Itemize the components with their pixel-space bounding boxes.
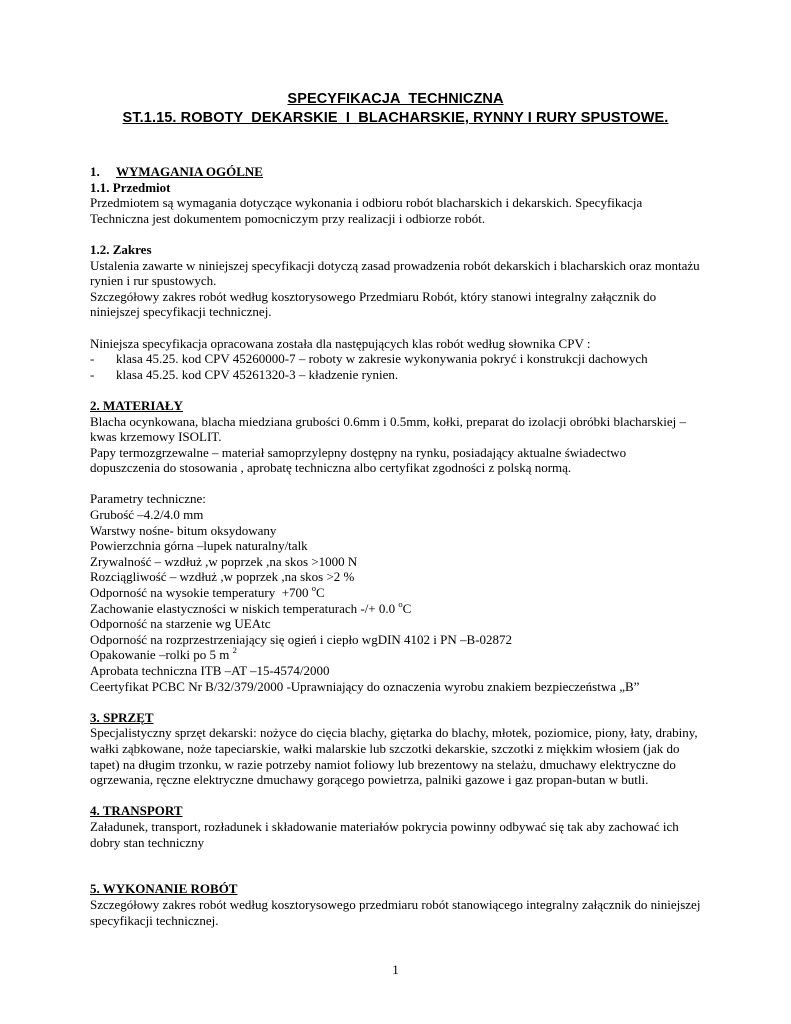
param-line: Zrywalność – wzdłuż ,w poprzek ,na skos >1000 N bbox=[90, 553, 358, 569]
paragraph-line: Papy termozgrzewalne – materiał samoprzylepny dostępny na rynku, posiadający aktualne świadectwo bbox=[90, 444, 627, 460]
paragraph-line: kwas krzemowy ISOLIT. bbox=[90, 429, 222, 445]
section-1-title: WYMAGANIA OGÓLNE bbox=[116, 164, 263, 179]
list-item: - klasa 45.25. kod CPV 45261320-3 – kładzenie rynien. bbox=[90, 366, 399, 382]
paragraph-line: rynien i rur spustowych. bbox=[90, 273, 217, 289]
param-line: Warstwy nośne- bitum oksydowany bbox=[90, 522, 277, 538]
paragraph-line: niniejszej specyfikacji technicznej. bbox=[90, 304, 272, 320]
subsection-1-2-heading: 1.2. Zakres bbox=[90, 241, 152, 257]
param-line: Ceertyfikat PCBC Nr B/32/379/2000 -Uprawniający do oznaczenia wyrobu znakiem bezpieczeństwa „B” bbox=[90, 678, 640, 694]
param-line-temp-low: Zachowanie elastyczności w niskich temperaturach -/+ 0.0 $^o$C bbox=[90, 598, 412, 616]
paragraph-line: wałki ząbkowane, noże tapeciarskie, wałki malarskie lub szczotki dekarskie, szczotki z miękkim włosiem (jak do bbox=[90, 740, 680, 756]
section-1-heading bbox=[90, 164, 710, 180]
section-2-heading: 2. MATERIAŁY bbox=[90, 397, 183, 413]
document-body bbox=[90, 164, 710, 928]
section-3-heading: 3. SPRZĘT bbox=[90, 709, 154, 725]
paragraph-line: Przedmiotem są wymagania dotyczące wykonania i odbioru robót blacharskich i dekarskich. Specyfikacja bbox=[90, 195, 643, 211]
param-line: Grubość –4.2/4.0 mm bbox=[90, 507, 204, 523]
param-line-packing: Opakowanie –rolki po 5 m $^2$ bbox=[90, 645, 237, 663]
section-1-number: 1. bbox=[90, 164, 100, 179]
param-line: Rozciągliwość – wzdłuż ,w poprzek ,na skos >2 % bbox=[90, 569, 355, 585]
paragraph-line: tapet) na długim trzonku, w razie potrzeby namiot foliowy lub brezentowy na stelażu, dmuchawy elektryczne do bbox=[90, 756, 676, 772]
paragraph-line: ogrzewania, ręczne elektryczne dmuchawy gorącego powietrza, palniki gazowe i gaz propan-butan w butli. bbox=[90, 772, 649, 788]
param-line: Odporność na rozprzestrzeniający się ogień i ciepło wgDIN 4102 i PN –B-02872 bbox=[90, 631, 513, 647]
paragraph-line: Blacha ocynkowana, blacha miedziana grubości 0.6mm i 0.5mm, kołki, preparat do izolacji obróbki blacharskiej – bbox=[90, 413, 687, 429]
paragraph-line: Techniczna jest dokumentem pomocniczym przy realizacji i odbiorze robót. bbox=[90, 210, 486, 226]
section-5-heading: 5. WYKONANIE ROBÓT bbox=[90, 881, 238, 897]
param-line: Powierzchnia górna –lupek naturalny/talk bbox=[90, 538, 308, 554]
param-line: Odporność na starzenie wg UEAtc bbox=[90, 616, 271, 632]
subsection-1-1-heading: 1.1. Przedmiot bbox=[90, 179, 171, 195]
paragraph-line: dobry stan techniczny bbox=[90, 834, 205, 850]
param-line: Aprobata techniczna ITB –AT –15-4574/2000 bbox=[90, 663, 330, 678]
paragraph-line: Załadunek, transport, rozładunek i składowanie materiałów pokrycia powinny odbywać się tak aby zachować ich bbox=[90, 818, 679, 834]
document-title: SPECYFIKACJA TECHNICZNA bbox=[287, 91, 504, 107]
paragraph-line: dopuszczenia do stosowania , aprobatę techniczna albo certyfikat zgodności z polską normą. bbox=[90, 460, 572, 476]
params-heading: Parametry techniczne: bbox=[90, 491, 206, 507]
param-line-temp-high: Odporność na wysokie temperatury +700 $^o$C bbox=[90, 583, 325, 601]
cpv-intro: Niniejsza specyfikacja opracowana została dla następujących klas robót według słownika CPV : bbox=[90, 335, 591, 351]
paragraph-line: Szczegółowy zakres robót według kosztorysowego Przedmiaru Robót, który stanowi integralny załącznik do bbox=[90, 288, 657, 304]
paragraph-line: Ustalenia zawarte w niniejszej specyfikacji dotyczą zasad prowadzenia robót dekarskich i blacharskich oraz montażu bbox=[90, 257, 700, 273]
page-number: 1 bbox=[392, 962, 399, 977]
paragraph-line: Specjalistyczny sprzęt dekarski: nożyce do cięcia blachy, giętarka do blachy, młotek, poziomice, piony, łaty, drabiny, bbox=[90, 725, 698, 741]
list-item: - klasa 45.25. kod CPV 45260000-7 – roboty w zakresie wykonywania pokryć i konstrukcji dachowych bbox=[90, 351, 648, 367]
paragraph-line: Szczegółowy zakres robót według kosztorysowego przedmiaru robót stanowiącego integralny załącznik do niniejszej bbox=[90, 896, 701, 912]
section-4-heading: 4. TRANSPORT bbox=[90, 803, 183, 819]
document-subtitle: ST.1.15. ROBOTY DEKARSKIE I BLACHARSKIE, RYNNY I RURY SPUSTOWE. bbox=[122, 110, 669, 126]
paragraph-line: specyfikacji technicznej. bbox=[90, 912, 219, 928]
